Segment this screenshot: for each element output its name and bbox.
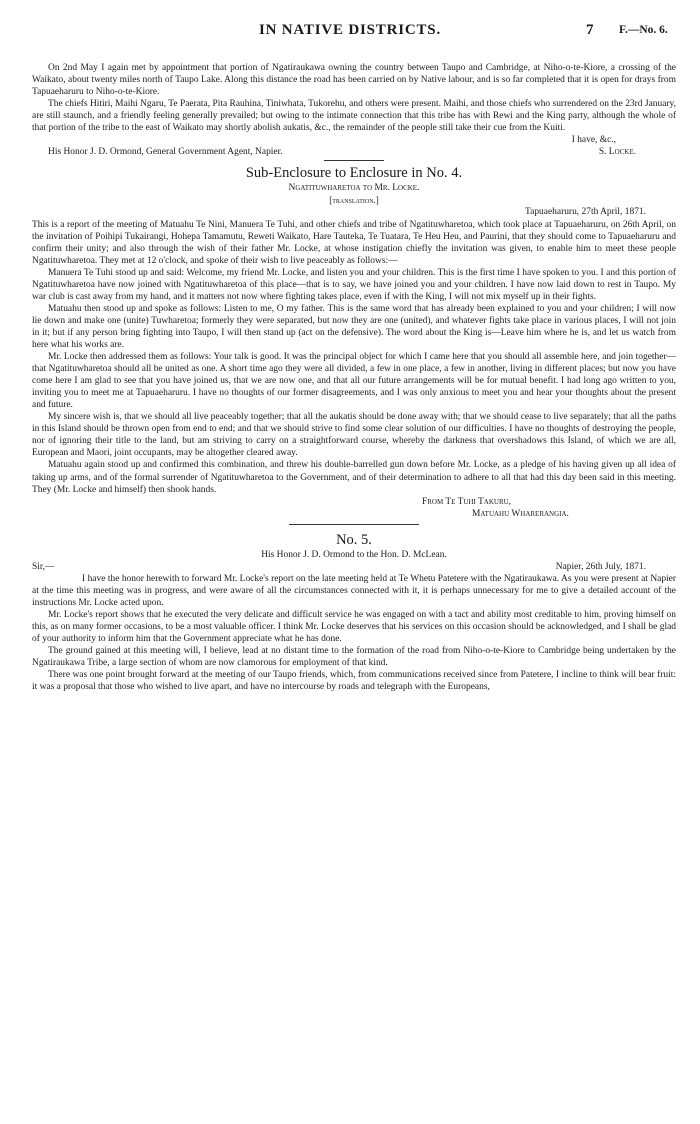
- divider: [289, 524, 419, 525]
- report-paragraph-1: On 2nd May I again met by appointment that portion of Ngatiraukawa owning the country between Taupo and Cambridge, at Niho-o-te-Kiore, a crossing of the Waikato, about twenty miles north of Taupo Lake. Along this distance the road has been carried on by Native labour, and is so far completed that it is open for drays from Tapuaeharuru to Niho-o-te-Kiore.: [32, 63, 676, 98]
- no5-salutation-row: [32, 561, 676, 573]
- addressee: His Honor J. D. Ormond, General Government Agent, Napier.: [48, 147, 283, 158]
- sub-enclosure-paragraph: Mr. Locke then addressed them as follows: Your talk is good. It was the principal object for which I came here that you should all assemble here, and join together—that Ngatituwharetoa should all be united as one. A short time ago they were all divided, a few in one place, a few in another, living in different places; but now you have come here I am glad to see that you have joined us, that we are now one, and that all our future arrangements will be for mutual benefit. I had long ago written to you, inviting you to meet me at Tapuaeharuru. I have no thoughts of our former disagreements, and I was only anxious to meet you and hear your thoughts about the present and future.: [32, 352, 676, 411]
- divider: [324, 160, 384, 161]
- page-body: [32, 62, 676, 693]
- report-signoff-row: [32, 146, 676, 158]
- sub-enclosure-paragraph: Matuahu then stood up and spoke as follows: Listen to me, O my father. This is the same word that has already been explained to you and your children; I will now lie down and make one (unite) Tuwharetoa; formerly they were separated, but now they are one (united), and whatever fights take place in various places, I will not join in it; but if any person bring fighting into Taupo, I will then stand up (act on the defensive). The word about the King is—Leave him where he is, and let us watch from here what his works are.: [32, 303, 676, 350]
- no5-paragraph: The ground gained at this meeting will, I believe, lead at no distant time to the formation of the road from Niho-o-te-Kiore to Cambridge being undertaken by the Ngatiraukawa Tribe, a large section of whom are now clamorous for employment of that kind.: [32, 646, 676, 669]
- no5-subtitle: His Honor J. D. Ormond to the Hon. D. McLean.: [261, 549, 447, 560]
- sub-enclosure-paragraph: Manuera Te Tuhi stood up and said: Welcome, my friend Mr. Locke, and listen you and your children. This is the first time I have spoken to you. I and this portion of Ngatituwharetoa have now joined with Ngatituwharetoa of this place—that is to say, we have joined you and your children. I have now laid down to rest in Taupo. My war club is cast away from my hand, and it matters not now where fighting takes place, even if with the King, I will not mix myself up in their fights.: [32, 267, 676, 302]
- no5-paragraph: I have the honor herewith to forward Mr. Locke's report on the late meeting held at Te Whetu Patetere with the Ngatiraukawa. As you were present at Napier at the time this meeting was in progress, and were aware of all the circumstances connected with it, it is perhaps unnecessary for me to give a detailed account of the instructions Mr. Locke acted upon.: [32, 573, 676, 608]
- page-header: [0, 22, 700, 46]
- sub-enclosure-subtitle: Ngatituwharetoa to Mr. Locke.: [288, 183, 420, 194]
- sub-enclosure-place-date: Tapuaeharuru, 27th April, 1871.: [525, 207, 646, 218]
- signature: S. Locke.: [598, 147, 636, 158]
- translation-label: [translation.]: [329, 195, 379, 206]
- from-line-2: Matuahu Wharerangia.: [472, 508, 569, 519]
- from-line: From Te Tuhi Takuru,: [422, 496, 512, 507]
- page-number: 7: [586, 22, 594, 38]
- no5-title: No. 5.: [336, 531, 372, 548]
- running-title: IN NATIVE DISTRICTS.: [258, 22, 442, 38]
- sub-enclosure-paragraph: This is a report of the meeting of Matuahu Te Nini, Manuera Te Tuhi, and other chiefs and tribe of Ngatituwharetoa, which took place at Tapuaeharuru, on 26th April, on the invitation of Poihipi Tukairangi, Hohepa Tamamutu, Reweti Waikato, Hare Tauteka, Te Tuatara, Te Heu Heu, and Paurini, that they should come to Tapuaeharuru and confirm their unity; and also through the wish of their father Mr. Locke, at whose instigation chiefly the invitation was given, to enable him to meet these people Ngatituwharetoa. They met at 12 o'clock, and spoke of their wish to live peaceably as follows:—: [32, 219, 676, 266]
- sub-enclosure-title: Sub-Enclosure to Enclosure in No. 4.: [245, 165, 463, 182]
- salutation: Sir,—: [32, 561, 55, 572]
- sub-enclosure-paragraph: My sincere wish is, that we should all live peaceably together; that all the aukatis should be done away with; that we should cease to live separately; that all the paths in this Island should be thrown open from end to end; and that we should strive to find some clear solution of our difficulties. I have no thoughts of destroying the people, nor of ignoring their title to the land, but am striving to carry on a straightforward course, whereby the darkness that overshadows this Island, of which we are all, European and Maori, joint occupants, may be altogether cleared away.: [32, 412, 676, 459]
- closing: I have, &c.,: [571, 135, 616, 146]
- no5-paragraph: Mr. Locke's report shows that he executed the very delicate and difficult service he was engaged on with a tact and ability most creditable to him, proving himself on this, as on many former occasions, to be a most valuable officer. I think Mr. Locke deserves that his services on this occasion should be acknowledged, and I shall be glad of your authority to inform him that the Government appreciate what he has done.: [32, 609, 676, 645]
- sub-enclosure-paragraph: Matuahu again stood up and confirmed this combination, and threw his double-barrelled gun down before Mr. Locke, as a pledge of his having given up all idea of taking up arms, and of the formal surrender of Ngatituwharetoa to the Government, and of their determination to adhere to all that had this day been said in this meeting. They (Mr. Locke and himself) then shook hands.: [32, 460, 676, 495]
- report-paragraph-2: The chiefs Hitiri, Maihi Ngaru, Te Paerata, Pita Rauhina, Tiniwhata, Tukorehu, and others were present. Maihi, and those chiefs who surrendered on the 23rd January, are still staunch, and a friendly feeling generally prevailed; but owing to the intimate connection that this tribe has with Rewi and the King party, although the whole of that portion of the tribe to the east of Waikato may shortly abolish aukatis, &c., the remainder of the people still take their cue from the Kuiti.: [32, 99, 676, 134]
- no5-paragraph: There was one point brought forward at the meeting of our Taupo friends, which, from communications received since from Patetere, I incline to think will bear fruit: it was a proposal that those who wished to live apart, and have no intercourse by roads and telegraph with the Europeans,: [32, 670, 676, 693]
- no5-place-date: Napier, 26th July, 1871.: [555, 561, 646, 572]
- document-reference: F.—No. 6.: [619, 24, 668, 36]
